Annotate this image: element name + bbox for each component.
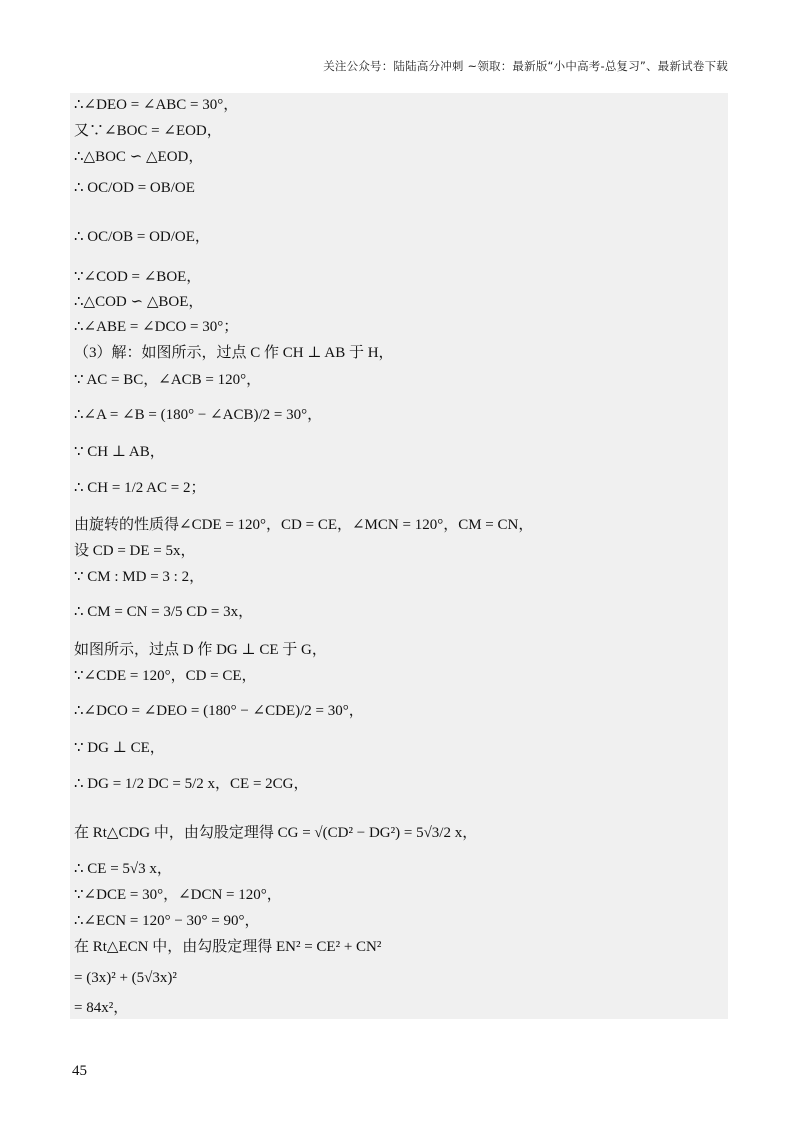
solution-line: ∴∠ABE = ∠DCO = 30°； (74, 319, 239, 335)
solution-line: ∴ CM = CN = 3/5 CD = 3x， (74, 604, 254, 620)
solution-line: ∵ CM : MD = 3 : 2， (74, 569, 205, 585)
solution-line: ∵ AC = BC，∠ACB = 120°， (74, 372, 262, 388)
solution-line: ∵∠DCE = 30°，∠DCN = 120°， (74, 887, 282, 903)
solution-line: ∵∠CDE = 120°，CD = CE， (74, 668, 257, 684)
solution-line: ∴∠DCO = ∠DEO = (180° − ∠CDE)/2 = 30°， (74, 703, 364, 719)
solution-line: ∴△BOC ∽ △EOD， (74, 149, 204, 165)
solution-line-rotation: 由旋转的性质得∠CDE = 120°，CD = CE，∠MCN = 120°，CM = CN， (74, 517, 534, 533)
solution-line: ∴△COD ∽ △BOE， (74, 294, 204, 310)
solution-line: ∵ DG ⊥ CE， (74, 740, 165, 756)
solution-block (70, 93, 728, 1019)
solution-line: = 84x²， (74, 1000, 129, 1016)
solution-line: ∴∠DEO = ∠ABC = 30°， (74, 97, 239, 113)
solution-line: ∴ OC/OD = OB/OE (74, 180, 195, 196)
solution-line: ∴ DG = 1/2 DC = 5/2 x，CE = 2CG， (74, 776, 309, 792)
solution-line: 设 CD = DE = 5x， (74, 543, 196, 559)
solution-line: ∴∠A = ∠B = (180° − ∠ACB)/2 = 30°， (74, 407, 323, 423)
solution-line: ∵ CH ⊥ AB， (74, 444, 165, 460)
solution-line-construction: 如图所示，过点 D 作 DG ⊥ CE 于 G， (74, 642, 327, 658)
solution-line: ∴ CE = 5√3 x， (74, 861, 172, 877)
solution-line-part3: （3）解：如图所示，过点 C 作 CH ⊥ AB 于 H， (74, 345, 394, 361)
solution-line: = (3x)² + (5√3x)² (74, 970, 177, 986)
solution-line: ∴ CH = 1/2 AC = 2； (74, 480, 206, 496)
page-number: 45 (72, 1063, 87, 1079)
solution-line: ∴ OC/OB = OD/OE， (74, 229, 210, 245)
page-header: 关注公众号：陆陆高分冲刺 ~领取：最新版“小中高考-总复习”、最新试卷下载 (323, 59, 728, 73)
solution-line-pythagoras: 在 Rt△ECN 中，由勾股定理得 EN² = CE² + CN² (74, 939, 382, 955)
solution-line: 又∵∠BOC = ∠EOD， (74, 123, 222, 139)
solution-line-pythagoras: 在 Rt△CDG 中，由勾股定理得 CG = √(CD² − DG²) = 5√3/2 x， (74, 825, 478, 841)
solution-line: ∵∠COD = ∠BOE， (74, 269, 202, 285)
solution-line: ∴∠ECN = 120° − 30° = 90°， (74, 913, 260, 929)
